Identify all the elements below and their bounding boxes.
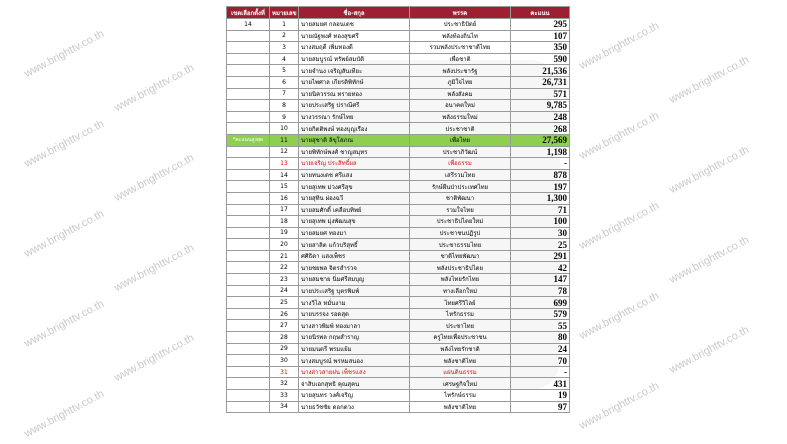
candidate-name-cell: นายทนงเดช ศรีแสง <box>299 169 410 181</box>
candidate-name-cell: ศศิธิดา แสงเพ็ชร <box>299 250 410 262</box>
candidate-name-cell: นายสุเทพ ม่วงศรีสุข <box>299 181 410 193</box>
table-row <box>227 390 570 402</box>
party-cell: ไทรักษ์ธรรม <box>410 390 511 402</box>
number-cell: 21 <box>270 250 299 262</box>
area-cell <box>227 285 270 297</box>
score-cell: 27,569 <box>511 134 570 146</box>
area-cell <box>227 146 270 158</box>
watermark-text: www.brighttv.co.th <box>667 323 752 377</box>
candidate-name-cell: นายชยพล จิตรสำรวจ <box>299 262 410 274</box>
number-cell: 34 <box>270 401 299 413</box>
watermark-text: www.brighttv.co.th <box>577 109 662 163</box>
party-cell: พลังท้องถิ่นไท <box>410 30 511 42</box>
table-row <box>227 239 570 251</box>
number-cell: 8 <box>270 100 299 112</box>
score-cell: 571 <box>511 88 570 100</box>
number-cell: 2 <box>270 30 299 42</box>
score-cell: 21,536 <box>511 65 570 77</box>
table-row <box>227 332 570 344</box>
area-cell <box>227 42 270 54</box>
watermark-text: www.brighttv.co.th <box>577 289 662 343</box>
number-cell: 1 <box>270 19 299 31</box>
area-cell <box>227 262 270 274</box>
party-cell: ประชาธิปัตย์ <box>410 19 511 31</box>
candidate-name-cell: นายบรรจง รอดสุด <box>299 308 410 320</box>
number-cell: 9 <box>270 111 299 123</box>
table-row <box>227 204 570 216</box>
party-cell: พลังประชาธิปไตย <box>410 262 511 274</box>
score-cell: 71 <box>511 204 570 216</box>
area-cell <box>227 30 270 42</box>
party-cell: ประชาไทย <box>410 320 511 332</box>
header-name: ชื่อ-สกุล <box>299 7 410 19</box>
candidate-name-cell: นายมนตรี พรมแย้ม <box>299 343 410 355</box>
number-cell: 11 <box>270 134 299 146</box>
table-row <box>227 65 570 77</box>
area-cell <box>227 181 270 193</box>
score-cell: 197 <box>511 181 570 193</box>
watermark-text: www.brighttv.co.th <box>22 117 107 171</box>
party-cell: ครูไทยเพื่อประชาชน <box>410 332 511 344</box>
header-number: หมายเลข <box>270 7 299 19</box>
score-cell: 878 <box>511 169 570 181</box>
number-cell: 17 <box>270 204 299 216</box>
number-cell: 31 <box>270 366 299 378</box>
area-cell <box>227 169 270 181</box>
party-cell: ชาติไทยพัฒนา <box>410 250 511 262</box>
area-cell <box>227 158 270 170</box>
area-cell <box>227 274 270 286</box>
table-row <box>227 216 570 228</box>
score-cell: 25 <box>511 239 570 251</box>
candidate-name-cell: นายพิทักษ์พงศ์ ชาญสมุทร <box>299 146 410 158</box>
score-cell: - <box>511 366 570 378</box>
number-cell: 18 <box>270 216 299 228</box>
watermark-text: www.brighttv.co.th <box>667 233 752 287</box>
candidate-name-cell: นายสุชาติ ลิขุโสภณ <box>299 134 410 146</box>
score-cell: 24 <box>511 343 570 355</box>
number-cell: 15 <box>270 181 299 193</box>
table-row <box>227 378 570 390</box>
candidate-name-cell: นายจำนง เจริญสันเทียะ <box>299 65 410 77</box>
candidate-name-cell: นายสุทิน ผ่องฉวี <box>299 192 410 204</box>
number-cell: 6 <box>270 76 299 88</box>
area-cell <box>227 76 270 88</box>
table-row <box>227 53 570 65</box>
candidate-name-cell: นางวิไล หมั่นงาม <box>299 297 410 309</box>
watermark-text: www.brighttv.co.th <box>22 387 107 441</box>
score-cell: 42 <box>511 262 570 274</box>
score-cell: 431 <box>511 378 570 390</box>
number-cell: 19 <box>270 227 299 239</box>
score-cell: 579 <box>511 308 570 320</box>
watermark-text: www.brighttv.co.th <box>22 297 107 351</box>
table-row <box>227 146 570 158</box>
party-cell: ไทรักธรรม <box>410 308 511 320</box>
score-cell: 590 <box>511 53 570 65</box>
area-cell <box>227 320 270 332</box>
score-cell: 699 <box>511 297 570 309</box>
watermark-text: www.brighttv.co.th <box>112 151 197 205</box>
candidate-name-cell: นายสมยศ ทองมา <box>299 227 410 239</box>
party-cell: อนาคตใหม่ <box>410 100 511 112</box>
table-row <box>227 76 570 88</box>
number-cell: 27 <box>270 320 299 332</box>
score-cell: 70 <box>511 355 570 367</box>
area-cell <box>227 378 270 390</box>
candidate-name-cell: นายณัฐพงศ์ ทองสุขศรี <box>299 30 410 42</box>
score-cell: 268 <box>511 123 570 135</box>
score-cell: 107 <box>511 30 570 42</box>
party-cell: แผ่นดินธรรม <box>410 366 511 378</box>
number-cell: 16 <box>270 192 299 204</box>
party-cell: เศรษฐกิจใหม่ <box>410 378 511 390</box>
table-row <box>227 123 570 135</box>
area-cell: 14 <box>227 19 270 31</box>
table-row <box>227 297 570 309</box>
area-cell <box>227 239 270 251</box>
number-cell: 32 <box>270 378 299 390</box>
party-cell: เสรีรวมไทย <box>410 169 511 181</box>
candidate-name-cell: นายประเสริฐ บุตรพิมพ์ <box>299 285 410 297</box>
area-cell <box>227 111 270 123</box>
table-row <box>227 227 570 239</box>
watermark-text: www.brighttv.co.th <box>667 143 752 197</box>
party-cell: พลังประชารัฐ <box>410 65 511 77</box>
candidate-name-cell: นายธวัชชัย ดอกดวง <box>299 401 410 413</box>
party-cell: รักษ์ผืนป่าประเทศไทย <box>410 181 511 193</box>
candidate-name-cell: นางสาวพิมพ์ ทองมาลา <box>299 320 410 332</box>
party-cell: ไทยศรีวิไลย์ <box>410 297 511 309</box>
candidate-name-cell: นายสาลิต แก้วบริสุทธิ์ <box>299 239 410 251</box>
election-results-table <box>226 6 570 413</box>
watermark-text: www.brighttv.co.th <box>22 27 107 81</box>
table-row <box>227 355 570 367</box>
score-cell: 147 <box>511 274 570 286</box>
area-cell <box>227 192 270 204</box>
area-cell <box>227 204 270 216</box>
score-cell: 97 <box>511 401 570 413</box>
area-cell: *คะแนนสูงสุด <box>227 134 270 146</box>
score-cell: 1,198 <box>511 146 570 158</box>
score-cell: 295 <box>511 19 570 31</box>
area-cell <box>227 332 270 344</box>
party-cell: พลังชาติไทย <box>410 355 511 367</box>
table-row <box>227 262 570 274</box>
area-cell <box>227 366 270 378</box>
party-cell: เพื่อไทย <box>410 134 511 146</box>
score-cell: 80 <box>511 332 570 344</box>
table-row <box>227 366 570 378</box>
number-cell: 33 <box>270 390 299 402</box>
candidate-name-cell: จ่าสิบเอกสุทธิ คุณสุคน <box>299 378 410 390</box>
candidate-name-cell: นายกิตติพงษ์ ทองบุญเรือง <box>299 123 410 135</box>
number-cell: 29 <box>270 343 299 355</box>
party-cell: ทางเลือกใหม่ <box>410 285 511 297</box>
number-cell: 26 <box>270 308 299 320</box>
area-cell <box>227 65 270 77</box>
table-row <box>227 343 570 355</box>
candidate-name-cell: นายเจริญ ประสิทธิ์ผล <box>299 158 410 170</box>
number-cell: 25 <box>270 297 299 309</box>
area-cell <box>227 250 270 262</box>
table-row <box>227 250 570 262</box>
table-row <box>227 274 570 286</box>
table-row <box>227 308 570 320</box>
candidate-name-cell: นายสมบูรณ์ ทรัพย์สมบัติ <box>299 53 410 65</box>
watermark-text: www.brighttv.co.th <box>112 331 197 385</box>
score-cell: 26,731 <box>511 76 570 88</box>
table-row <box>227 285 570 297</box>
table-row <box>227 158 570 170</box>
number-cell: 20 <box>270 239 299 251</box>
area-cell <box>227 227 270 239</box>
party-cell: พลังไทยรักไทย <box>410 274 511 286</box>
area-cell <box>227 355 270 367</box>
watermark-text: www.brighttv.co.th <box>112 61 197 115</box>
area-cell <box>227 100 270 112</box>
score-cell: 1,300 <box>511 192 570 204</box>
number-cell: 3 <box>270 42 299 54</box>
number-cell: 12 <box>270 146 299 158</box>
score-cell: 55 <box>511 320 570 332</box>
table-header-row <box>227 7 570 19</box>
score-cell: 78 <box>511 285 570 297</box>
candidate-name-cell: นางสมฤดี เพิ่มทองดี <box>299 42 410 54</box>
table-row <box>227 181 570 193</box>
candidate-name-cell: นายสมศักดิ์ เคลือบทิพย์ <box>299 204 410 216</box>
party-cell: ประชาภิวัฒน์ <box>410 146 511 158</box>
party-cell: ชาติพัฒนา <box>410 192 511 204</box>
header-party: พรรค <box>410 7 511 19</box>
candidate-name-cell: นายไพศาล เกียรติพิทักษ์ <box>299 76 410 88</box>
number-cell: 28 <box>270 332 299 344</box>
header-area: เขตเลือกตั้งที่ <box>227 7 270 19</box>
table-row <box>227 111 570 123</box>
candidate-name-cell: นายนิรพล กฤษสำราญ <box>299 332 410 344</box>
candidate-name-cell: นางสาวสายฝน เพ็ชรแสง <box>299 366 410 378</box>
area-cell <box>227 123 270 135</box>
table-body <box>227 19 570 413</box>
score-cell: - <box>511 158 570 170</box>
candidate-name-cell: นางสมบูรณ์ พรหมสนอง <box>299 355 410 367</box>
party-cell: ประชาชาติ <box>410 123 511 135</box>
score-cell: 248 <box>511 111 570 123</box>
candidate-name-cell: นายประเสริฐ ปราณีศรี <box>299 100 410 112</box>
candidate-name-cell: นายนิควรรณ ทรายทอง <box>299 88 410 100</box>
number-cell: 5 <box>270 65 299 77</box>
candidate-name-cell: นางวรรณา รักษ์ไทย <box>299 111 410 123</box>
number-cell: 23 <box>270 274 299 286</box>
candidate-name-cell: นายสมยศ กลอนเดช <box>299 19 410 31</box>
area-cell <box>227 53 270 65</box>
number-cell: 24 <box>270 285 299 297</box>
candidate-name-cell: นายสุนทร วงศ์เจริญ <box>299 390 410 402</box>
area-cell <box>227 308 270 320</box>
area-cell <box>227 297 270 309</box>
watermark-text: www.brighttv.co.th <box>577 19 662 73</box>
number-cell: 4 <box>270 53 299 65</box>
candidate-name-cell: นายสุเทพ มุ่งพัฒนสุข <box>299 216 410 228</box>
watermark-text: www.brighttv.co.th <box>667 53 752 107</box>
table-row <box>227 30 570 42</box>
score-cell: 291 <box>511 250 570 262</box>
header-score: คะแนน <box>511 7 570 19</box>
watermark-text: www.brighttv.co.th <box>577 379 662 433</box>
score-cell: 100 <box>511 216 570 228</box>
table-row <box>227 134 570 146</box>
party-cell: ประชาชนปฏิรูป <box>410 227 511 239</box>
table-row <box>227 19 570 31</box>
party-cell: พลังไทยรักชาติ <box>410 343 511 355</box>
table-row <box>227 42 570 54</box>
number-cell: 10 <box>270 123 299 135</box>
area-cell <box>227 343 270 355</box>
table-row <box>227 192 570 204</box>
number-cell: 30 <box>270 355 299 367</box>
number-cell: 7 <box>270 88 299 100</box>
candidate-name-cell: นายสมชาย นิ่มศรีสมบุญ <box>299 274 410 286</box>
table-row <box>227 88 570 100</box>
number-cell: 22 <box>270 262 299 274</box>
party-cell: เพื่อชาติ <box>410 53 511 65</box>
table-row <box>227 169 570 181</box>
party-cell: รวมพลังประชาชาติไทย <box>410 42 511 54</box>
party-cell: ภูมิใจไทย <box>410 76 511 88</box>
watermark-text: www.brighttv.co.th <box>22 207 107 261</box>
table-row <box>227 401 570 413</box>
party-cell: เพื่อธรรม <box>410 158 511 170</box>
watermark-text: www.brighttv.co.th <box>577 199 662 253</box>
score-cell: 9,785 <box>511 100 570 112</box>
area-cell <box>227 216 270 228</box>
party-cell: ประชาธิปไตยใหม่ <box>410 216 511 228</box>
table-row <box>227 100 570 112</box>
number-cell: 14 <box>270 169 299 181</box>
area-cell <box>227 401 270 413</box>
area-cell <box>227 88 270 100</box>
party-cell: พลังธรรมใหม่ <box>410 111 511 123</box>
table-row <box>227 320 570 332</box>
watermark-text: www.brighttv.co.th <box>112 241 197 295</box>
party-cell: รวมใจไทย <box>410 204 511 216</box>
number-cell: 13 <box>270 158 299 170</box>
score-cell: 30 <box>511 227 570 239</box>
party-cell: พลังสังคม <box>410 88 511 100</box>
area-cell <box>227 390 270 402</box>
party-cell: ประชาธรรมไทย <box>410 239 511 251</box>
score-cell: 19 <box>511 390 570 402</box>
score-cell: 350 <box>511 42 570 54</box>
party-cell: พลังชาติไทย <box>410 401 511 413</box>
